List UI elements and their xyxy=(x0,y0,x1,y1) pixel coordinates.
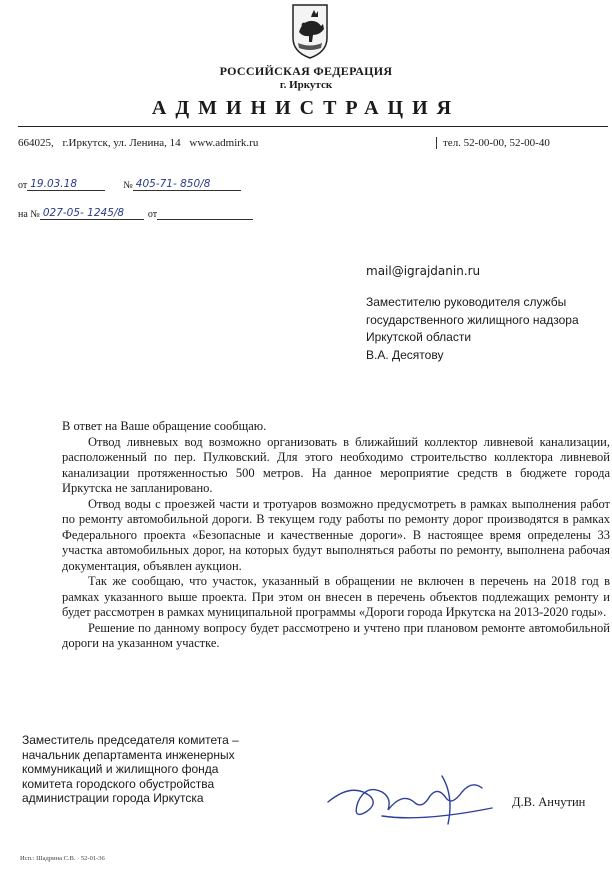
reply-number-label: на № xyxy=(18,209,40,220)
incoming-reference xyxy=(18,207,253,220)
country-name: РОССИЙСКАЯ ФЕДЕРАЦИЯ xyxy=(219,64,393,78)
number-label: № xyxy=(123,180,133,191)
body-paragraph: Решение по данному вопросу будет рассмотрено и учтено при плановом ремонте автомобильной дороги на указанном участке. xyxy=(62,620,610,650)
reply-number: 027-05- 1245/8 xyxy=(40,207,144,220)
website-link[interactable]: www.admirk.ru xyxy=(189,137,259,149)
letter-body xyxy=(62,419,610,652)
recipient-line: государственного жилищного надзора xyxy=(366,312,579,327)
recipient-line: Иркутской области xyxy=(366,330,472,344)
address-line xyxy=(18,137,264,149)
signer-position-line: администрации города Иркутска xyxy=(22,791,204,805)
outgoing-date: 19.03.18 xyxy=(27,178,105,191)
recipient-block xyxy=(366,294,579,364)
street-address: г.Иркутск, ул. Ленина, 14 xyxy=(62,137,181,149)
coat-of-arms-emblem xyxy=(290,2,330,60)
recipient-line: Заместителю руководителя службы xyxy=(366,295,567,309)
signer-position xyxy=(22,733,239,806)
body-paragraph: Отвод воды с проезжей части и тротуаров возможно предусмотреть в рамках выполнения работ по ремонту автомобильной дороги. В текущем году работы по ремонту дорог производятся в рамках Федерального проекта «Безопасные и качественные дороги». В настоящее время определены 33 участка автомобильных дорог, на которых будут выполняться работы по ремонту, выполнена рабочая документация, объявлен аукцион. xyxy=(62,496,610,573)
city-name: г. Иркутск xyxy=(279,79,333,91)
outgoing-number: 405-71- 850/8 xyxy=(133,178,241,191)
phone-numbers: тел. 52-00-00, 52-00-40 xyxy=(436,137,550,149)
administration-title: АДМИНИСТРАЦИЯ xyxy=(151,97,461,119)
date-label: от xyxy=(18,180,28,191)
body-paragraph: В ответ на Ваше обращение сообщаю. xyxy=(62,419,267,433)
signer-position-line: коммуникаций и жилищного фонда xyxy=(22,762,219,776)
header-divider xyxy=(18,126,608,127)
signer-position-line: Заместитель председателя комитета – xyxy=(22,733,239,747)
executor-note: Исп.: Шадрина С.В. · 52-01-36 xyxy=(20,855,105,862)
signer-position-line: начальник департамента инженерных xyxy=(22,747,235,762)
body-paragraph: Отвод ливневых вод возможно организовать в ближайший коллектор ливневой канализации, расположенный по пер. Пулковский. Для этого необходимо строительство коллектора ливневой канализации протяженностью 500 метров. На данное мероприятие средств в бюджете города Иркутска не запланировано. xyxy=(62,434,610,495)
reply-date-label: от xyxy=(147,209,158,220)
outgoing-reference xyxy=(18,178,241,191)
signer-name: Д.В. Анчутин xyxy=(512,795,586,809)
reply-date-blank xyxy=(157,207,253,220)
handwritten-signature xyxy=(322,762,502,834)
recipient-email: mail@igrajdanin.ru xyxy=(366,264,481,278)
body-paragraph: Так же сообщаю, что участок, указанный в обращении не включен в перечень на 2018 год в рамках указанного выше проекта. При этом он внесен в перечень объектов подлежащих ремонту и будет рассмотрен в рамках муниципальной программы «Дороги города Иркутска на 2013-2020 годы». xyxy=(62,574,610,619)
recipient-name: В.А. Десятову xyxy=(366,347,444,362)
postal-code: 664025, xyxy=(18,137,54,149)
signer-position-line: комитета городского обустройства xyxy=(22,776,215,791)
